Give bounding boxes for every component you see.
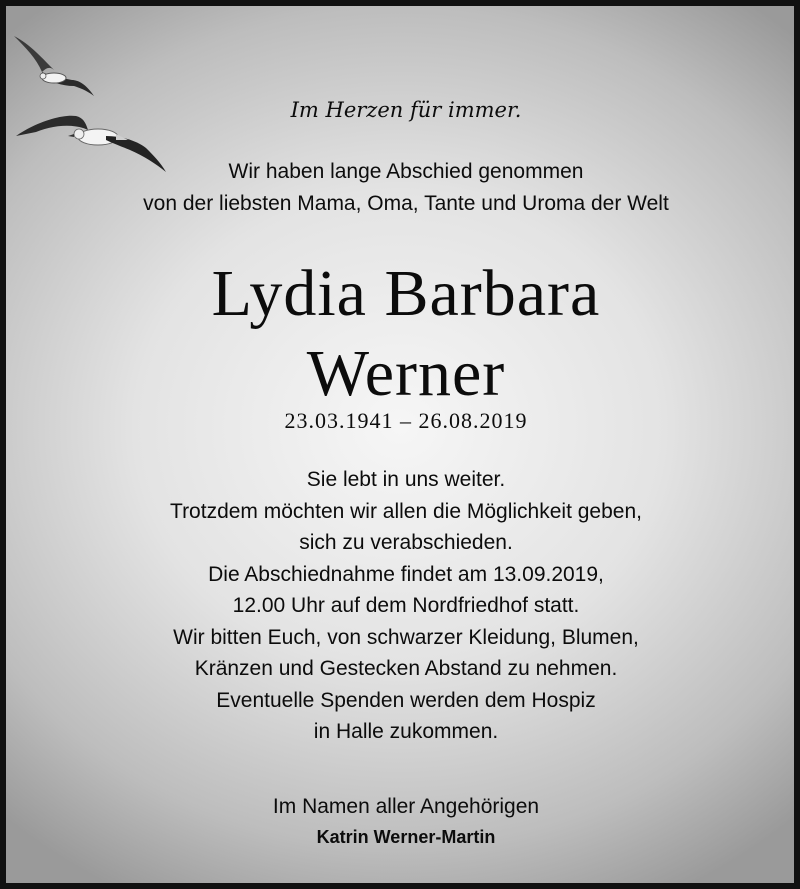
body-line: Wir bitten Euch, von schwarzer Kleidung, Blumen, (173, 625, 639, 649)
signer-name: Katrin Werner-Martin (316, 827, 496, 847)
deceased-name (6, 254, 800, 414)
closing-line: Im Namen aller Angehörigen (272, 795, 540, 818)
body-line: in Halle zukommen. (313, 720, 499, 743)
body-line: Eventuelle Spenden werden dem Hospiz (216, 688, 596, 712)
closing-block (6, 791, 800, 853)
intro-line: von der liebsten Mama, Oma, Tante und Uroma der Welt (143, 192, 669, 215)
motto: Im Herzen für immer. (290, 98, 522, 122)
body-line: Die Abschiednahme findet am 13.09.2019, (208, 562, 604, 586)
body-line: Kränzen und Gestecken Abstand zu nehmen. (194, 657, 618, 680)
seagull-small (14, 36, 94, 96)
intro-text (6, 156, 800, 220)
body-line: Trotzdem möchten wir allen die Möglichkeit geben, (170, 499, 642, 523)
body-line: Sie lebt in uns weiter. (306, 468, 506, 491)
name-line-first: Lydia Barbara (211, 257, 601, 330)
life-dates: 23.03.1941 – 26.08.2019 (284, 408, 528, 433)
body-line: sich zu verabschieden. (299, 531, 513, 554)
body-line: 12.00 Uhr auf dem Nordfriedhof statt. (232, 594, 580, 617)
intro-line: Wir haben lange Abschied genommen (228, 160, 584, 183)
name-line-last: Werner (306, 337, 506, 410)
body-text (6, 464, 800, 748)
